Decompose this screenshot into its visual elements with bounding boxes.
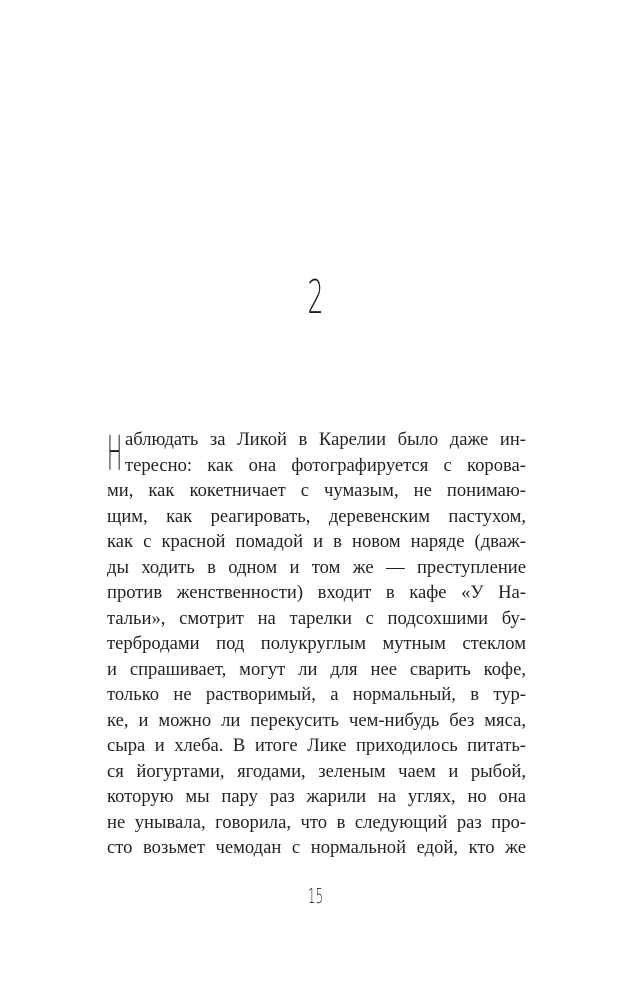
drop-cap: Н: [107, 426, 123, 482]
text-line: тальи», смотрит на тарелки с подсохшими бу-: [107, 607, 526, 629]
text-line: щим, как реагировать, деревенским пастухом,: [107, 505, 526, 527]
text-line: сто возьмет чемодан с нормальной едой, кто же: [107, 837, 526, 858]
text-line: не унывала, говорила, что в следующий раз про-: [107, 811, 526, 833]
text-line: ся йогуртами, ягодами, зеленым чаем и рыбой,: [107, 760, 526, 782]
text-line: ми, как кокетничает с чумазым, не понимаю-: [107, 480, 526, 501]
text-line: только не растворимый, а нормальный, в тур-: [107, 684, 526, 705]
text-line: тербродами под полукруглым мутным стеклом: [107, 633, 526, 654]
chapter-number: 2: [307, 270, 324, 324]
text-line: против женственности) входит в кафе «У На-: [107, 582, 526, 603]
text-line: тересно: как она фотографируется с корова-: [125, 454, 526, 476]
text-line: ды ходить в одном и том же — преступление: [107, 556, 526, 578]
text-line: ке, и можно ли перекусить чем-нибудь без мяса,: [107, 709, 526, 731]
text-line: которую мы пару раз жарили на углях, но она: [107, 786, 526, 807]
text-line: сыра и хлеба. В итоге Лике приходилось питать-: [107, 735, 526, 756]
text-line: аблюдать за Ликой в Карелии было даже ин-: [125, 429, 526, 450]
page-number: 15: [307, 884, 324, 908]
text-line: и спрашивает, могут ли для нее сварить кофе,: [107, 658, 526, 680]
body-text: [107, 427, 526, 861]
text-line: как с красной помадой и в новом наряде (дваж-: [107, 531, 526, 552]
